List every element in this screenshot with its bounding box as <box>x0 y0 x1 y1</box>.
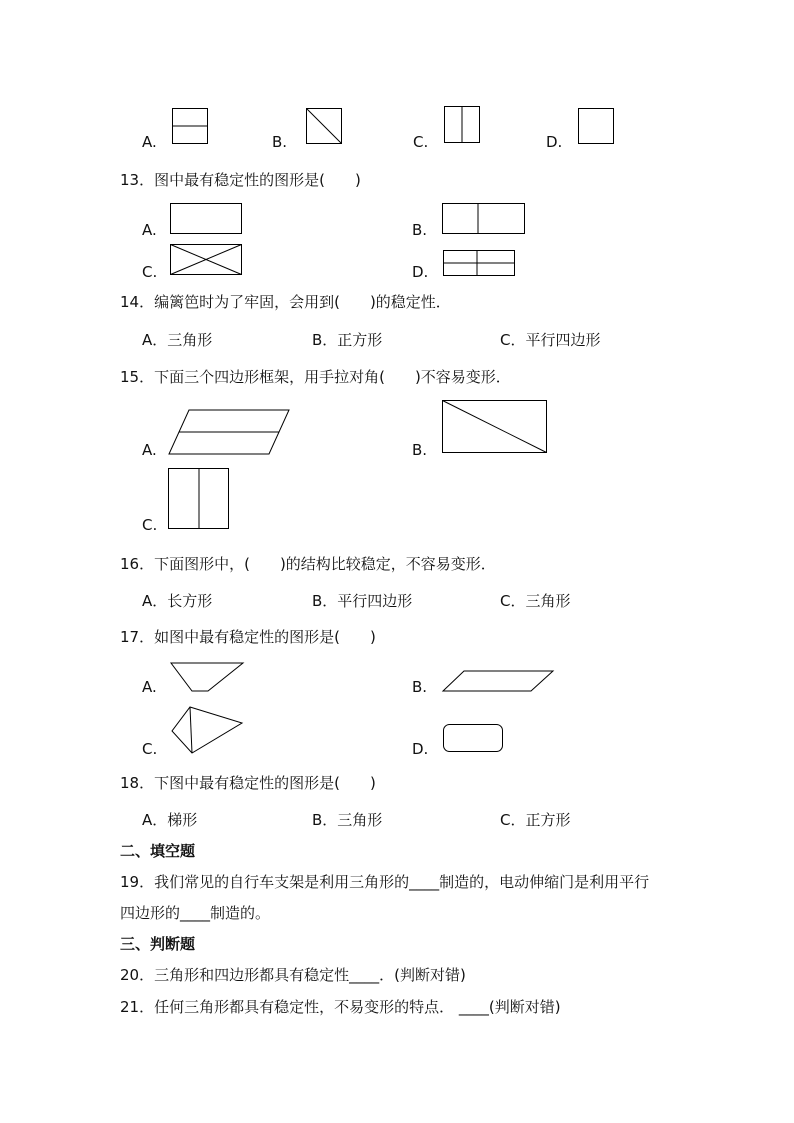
q17-figure-b <box>442 670 554 692</box>
q15-question: 15．下面三个四边形框架，用手拉对角( )不容易变形． <box>120 368 511 386</box>
q17-figure-c <box>170 705 244 755</box>
q13-option-c-label: C. <box>142 263 158 281</box>
q15-option-a-label: A. <box>142 441 157 459</box>
q14-option-a: A．三角形 <box>142 331 213 349</box>
q20-question: 20．三角形和四边形都具有稳定性____．(判断对错) <box>120 966 466 984</box>
q13-option-a-label: A. <box>142 221 157 239</box>
q13-option-b-label: B. <box>412 221 428 239</box>
q12-figure-d <box>578 108 614 144</box>
section-fill-in-title: 二、填空题 <box>120 842 196 860</box>
q12-option-a-label: A. <box>142 133 157 151</box>
section-true-false-title: 三、判断题 <box>120 935 196 953</box>
q14-option-c: C．平行四边形 <box>500 331 601 349</box>
q14-option-b: B．正方形 <box>312 331 383 349</box>
q13-option-d-label: D. <box>412 263 429 281</box>
q12-figure-c <box>444 106 480 143</box>
q12-option-c-label: C. <box>413 133 429 151</box>
q17-option-c-label: C. <box>142 740 158 758</box>
q15-option-c-label: C. <box>142 516 158 534</box>
q13-figure-a <box>170 203 242 234</box>
q17-option-a-label: A. <box>142 678 157 696</box>
q13-question: 13．图中最有稳定性的图形是( ) <box>120 171 361 189</box>
q15-figure-b <box>442 400 548 454</box>
q16-option-a: A．长方形 <box>142 592 213 610</box>
q16-question: 16．下面图形中，( )的结构比较稳定，不容易变形． <box>120 555 496 573</box>
q18-option-c: C．正方形 <box>500 811 571 829</box>
q12-option-d-label: D. <box>546 133 563 151</box>
q18-option-b: B．三角形 <box>312 811 383 829</box>
q21-question: 21．任何三角形都具有稳定性，不易变形的特点． ____(判断对错) <box>120 998 561 1016</box>
q18-question: 18．下图中最有稳定性的图形是( ) <box>120 774 376 792</box>
q16-option-b: B．平行四边形 <box>312 592 413 610</box>
q17-figure-d <box>443 724 503 753</box>
q13-figure-c <box>170 244 242 275</box>
q19-question-line2: 四边形的____制造的。 <box>120 904 271 922</box>
q12-option-b-label: B. <box>272 133 288 151</box>
q16-option-c: C．三角形 <box>500 592 571 610</box>
q17-option-d-label: D. <box>412 740 429 758</box>
q15-figure-a <box>168 409 290 455</box>
q13-figure-d <box>443 250 515 276</box>
q18-option-a: A．梯形 <box>142 811 198 829</box>
q15-figure-c <box>168 468 230 530</box>
q17-option-b-label: B. <box>412 678 428 696</box>
q13-figure-b <box>442 203 525 234</box>
q17-figure-a <box>170 662 244 692</box>
q12-figure-b <box>306 108 342 144</box>
q19-question-line1: 19．我们常见的自行车支架是利用三角形的____制造的，电动伸缩门是利用平行 <box>120 873 650 891</box>
q12-figure-a <box>172 108 208 144</box>
q14-question: 14．编篱笆时为了牢固，会用到( )的稳定性． <box>120 293 451 311</box>
q17-question: 17．如图中最有稳定性的图形是( ) <box>120 628 376 646</box>
q15-option-b-label: B. <box>412 441 428 459</box>
